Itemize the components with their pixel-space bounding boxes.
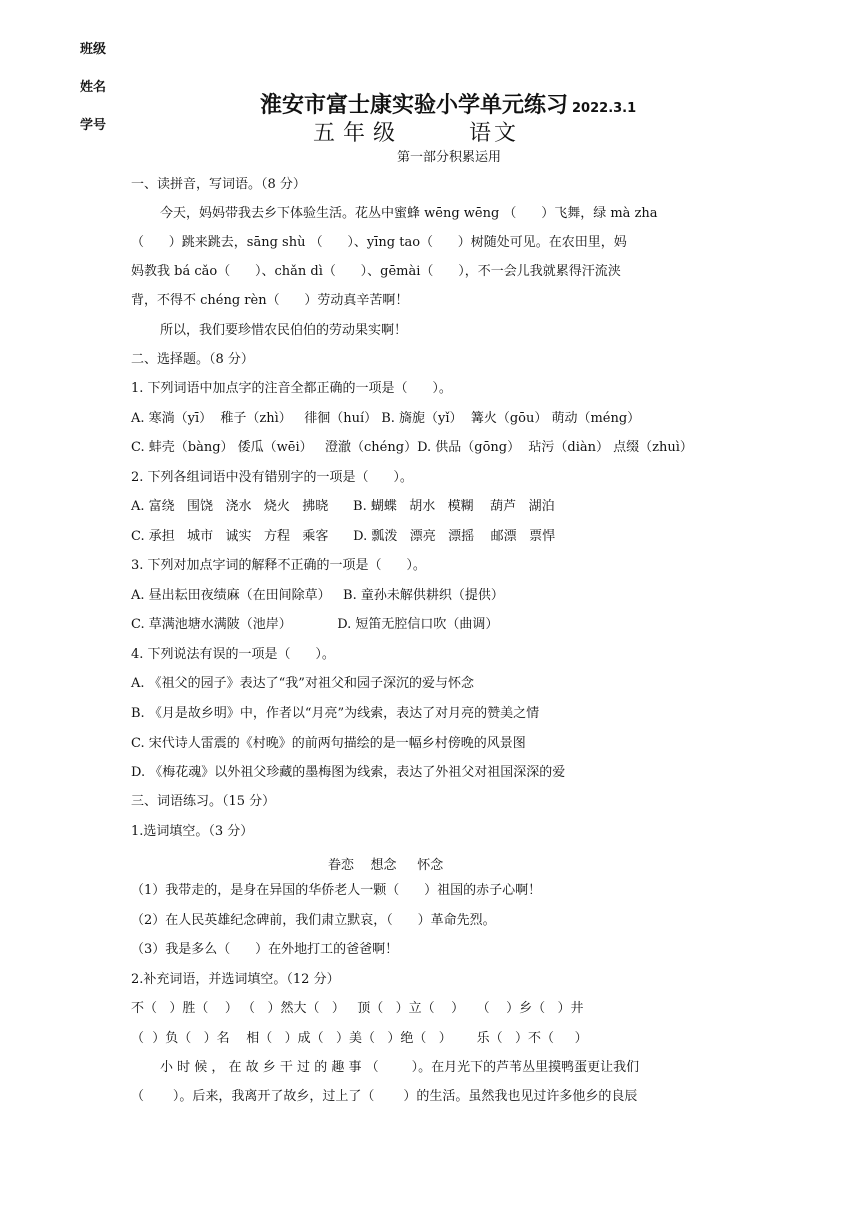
subject-label: 语文: [469, 121, 520, 146]
option-line: A. 昼出耘田夜绩麻（在田间除草） B. 童孙未解供耕织（提供）: [131, 588, 504, 603]
part-title: 第一部分积累运用: [397, 150, 502, 165]
option-line: D. 《梅花魂》以外祖父珍藏的墨梅图为线索，表达了外祖父对祖国深深的爱: [131, 765, 566, 780]
text-line: 妈教我 bá cǎo（ ）、chǎn dì（ ）、gēmài（ ），不一会儿我就累得汗流浃: [131, 264, 621, 279]
question-line: 4. 下列说法有误的一项是（ ）。: [131, 647, 335, 662]
option-line: C. 承担 城市 诚实 方程 乘客 D. 瓢泼 漂亮 漂摇 邮漂 票悍: [131, 529, 556, 544]
fill-line: （1）我带走的，是身在异国的华侨老人一颗（ ）祖国的赤子心啊！: [131, 883, 542, 898]
fill-line: （2）在人民英雄纪念碑前，我们肃立默哀，（ ）革命先烈。: [131, 913, 496, 928]
question-line: 2. 下列各组词语中没有错别字的一项是（ ）。: [131, 470, 413, 485]
word-choices: 眷恋 想念 怀念: [328, 858, 444, 873]
grade-label: 五年级: [313, 121, 404, 146]
option-line: A. 《祖父的园子》表达了“我”对祖父和园子深沉的爱与怀念: [131, 676, 474, 691]
option-line: B. 《月是故乡明》中，作者以“月亮”为线索，表达了对月亮的赞美之情: [131, 706, 540, 721]
side-label-name: 姓名: [80, 80, 107, 95]
section-heading: 二、选择题。（8 分）: [131, 352, 254, 367]
text-line: （ ）。后来，我离开了故乡，过上了（ ）的生活。虽然我也见过许多他乡的良辰: [131, 1089, 638, 1104]
text-line: 所以，我们要珍惜农民伯伯的劳动果实啊！: [160, 323, 408, 338]
text-line: 小 时 候 ， 在 故 乡 干 过 的 趣 事 （ ）。在月光下的芦苇丛里摸鸭蛋更让我们: [160, 1060, 640, 1075]
idiom-line: （ ）负（ ）名 相（ ）成（ ）美（ ）绝（ ） 乐（ ）不（ ）: [131, 1031, 588, 1046]
text-line: 今天，妈妈带我去乡下体验生活。花丛中蜜蜂 wēng wēng （ ）飞舞，绿 mà zha: [160, 206, 658, 221]
text-line: 背，不得不 chéng rèn（ ）劳动真辛苦啊！: [131, 293, 409, 308]
school-title-line: [260, 88, 636, 119]
question-line: 2.补充词语，并选词填空。（12 分）: [131, 972, 340, 987]
side-label-number: 学号: [80, 118, 107, 133]
question-line: 1.选词填空。（3 分）: [131, 824, 254, 839]
section-heading: 三、词语练习。（15 分）: [131, 794, 276, 809]
option-line: C. 宋代诗人雷震的《村晚》的前两句描绘的是一幅乡村傍晚的风景图: [131, 736, 526, 751]
side-label-class: 班级: [80, 42, 107, 57]
exam-date: 2022.3.1: [572, 101, 637, 116]
option-line: A. 富绕 围饶 浇水 烧火 拂晓 B. 蝴蝶 胡水 模糊 葫芦 湖泊: [131, 499, 555, 514]
text-line: （ ）跳来跳去，sāng shù （ ）、yīng tao（ ）树随处可见。在农田里，妈: [131, 235, 627, 250]
section-heading: 一、读拼音，写词语。（8 分）: [131, 177, 306, 192]
question-line: 3. 下列对加点字词的解释不正确的一项是（ ）。: [131, 558, 426, 573]
option-line: C. 草满池塘水满陂（池岸） D. 短笛无腔信口吹（曲调）: [131, 617, 499, 632]
option-line: C. 蚌壳（bàng） 倭瓜（wēi） 澄澈（chéng）D. 供品（gōng） 玷污（diàn） 点缀（zhuì）: [131, 440, 693, 455]
question-line: 1. 下列词语中加点字的注音全都正确的一项是（ ）。: [131, 381, 452, 396]
fill-line: （3）我是多么（ ）在外地打工的爸爸啊！: [131, 942, 399, 957]
school-title: 淮安市富士康实验小学单元练习: [260, 93, 569, 118]
option-line: A. 寒淌（yī） 稚子（zhì） 徘徊（huí） B. 旖旎（yǐ） 篝火（gōu） 萌动（méng）: [131, 411, 641, 426]
idiom-line: 不（ ）胜（ ） （ ）然大（ ） 顶（ ）立（ ） （ ）乡（ ）井: [131, 1001, 584, 1016]
